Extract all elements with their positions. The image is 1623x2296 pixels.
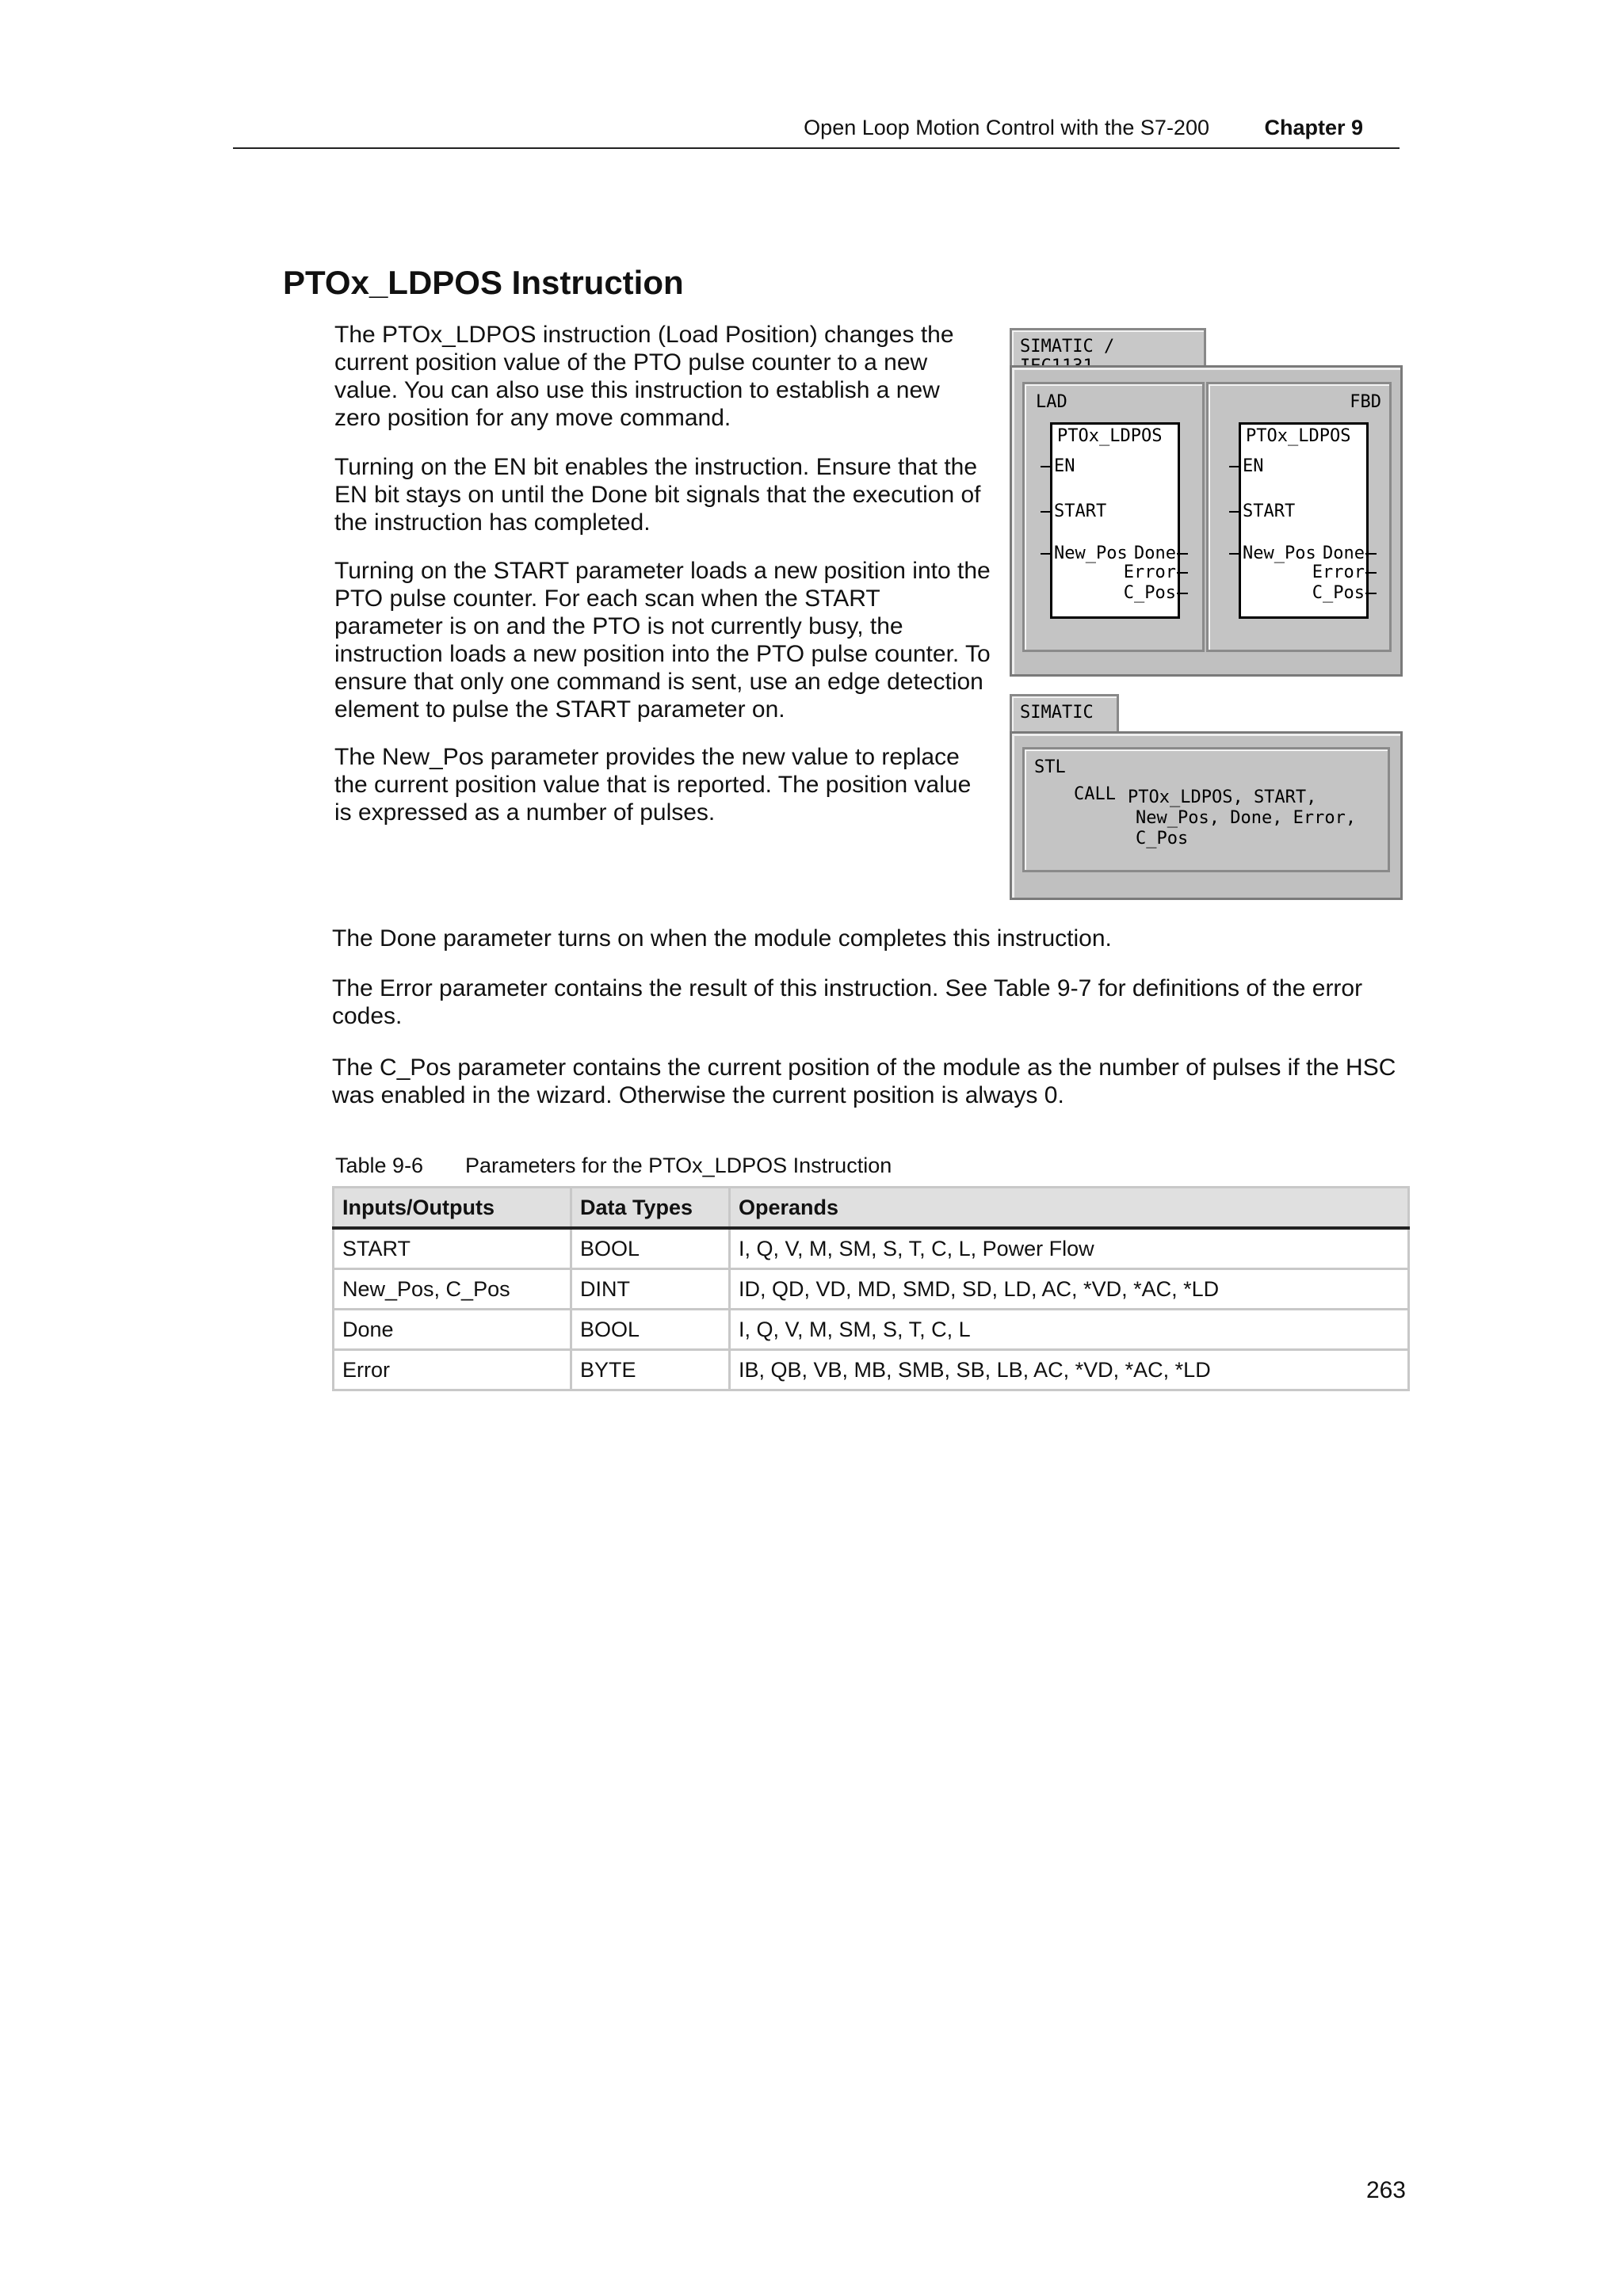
paragraph-1: The PTOx_LDPOS instruction (Load Position) changes the current position value of the PTO pulse counter to a new value. You can also use this instruction to establish a new zero position for any move command. [334,322,954,431]
fbd-block [1239,422,1369,619]
table-cell: Error [334,1350,571,1390]
lad-block-name: PTOx_LDPOS [1057,426,1163,446]
header-inputs-outputs: Inputs/Outputs [334,1188,571,1229]
fbd-start-wire [1229,511,1240,513]
paragraph-6: The Error parameter contains the result of this instruction. See Table 9-7 for definitions of the error codes. [332,975,1363,1029]
stl-line-3: C_Pos [1136,829,1189,849]
table-cell: I, Q, V, M, SM, S, T, C, L [730,1310,1409,1350]
lad-pin-start: START [1054,502,1107,521]
paragraph-3: Turning on the START parameter loads a new position into the PTO pulse counter. For each scan when the START parameter is on and the PTO is not currently busy, the instruction loads a new position into the PTO pulse counter. To ensure that only one command is sent, use an edge detection element to pulse the START parameter on. [334,558,991,723]
paragraph-4: The New_Pos parameter provides the new value to replace the current position value that is reported. The position value is expressed as a number of pulses. [334,744,972,826]
table-row [334,1310,1409,1350]
fbd-pin-start: START [1243,502,1296,521]
fbd-cpos-wire [1365,593,1377,594]
parameters-table [332,1186,1410,1391]
fbd-block-name: PTOx_LDPOS [1246,426,1351,446]
lad-label: LAD [1036,392,1067,412]
lad-pin-cpos: C_Pos [1123,583,1176,603]
chapter-label: Chapter 9 [1264,116,1363,139]
paragraph-2: Turning on the EN bit enables the instruction. Ensure that the EN bit stays on until the Done bit signals that the execution of the instruction has completed. [334,454,981,536]
lad-block [1050,422,1180,619]
stl-call: CALL [1074,784,1116,804]
stl-panel [1022,747,1390,872]
fbd-error-wire [1365,572,1377,574]
fbd-newpos-wire [1229,553,1240,555]
page-header [233,116,1400,149]
lad-pin-en: EN [1054,456,1075,476]
fbd-pin-error: Error [1312,563,1365,582]
stl-line-1: PTOx_LDPOS, START, [1128,788,1317,807]
table-cell: IB, QB, VB, MB, SMB, SB, LB, AC, *VD, *AC, *LD [730,1350,1409,1390]
lad-en-wire [1041,466,1052,467]
table-cell: BOOL [571,1228,730,1269]
lad-start-wire [1041,511,1052,513]
fbd-pin-en: EN [1243,456,1264,476]
tab-simatic: SIMATIC [1010,694,1119,738]
table-row [334,1350,1409,1390]
paragraph-5: The Done parameter turns on when the module completes this instruction. [332,925,1112,952]
table-cell: I, Q, V, M, SM, S, T, C, L, Power Flow [730,1228,1409,1269]
fbd-label: FBD [1350,392,1381,412]
fbd-en-wire [1229,466,1240,467]
table-cell: ID, QD, VD, MD, SMD, SD, LD, AC, *VD, *AC, *LD [730,1269,1409,1310]
table-cell: Done [334,1310,571,1350]
table-row [334,1269,1409,1310]
table-caption [335,1154,892,1178]
lad-error-wire [1177,572,1188,574]
table-number: Table 9-6 [335,1154,424,1177]
paragraph-7: The C_Pos parameter contains the current position of the module as the number of pulses if the HSC was enabled in the wizard. Otherwise the current position is always 0. [332,1055,1396,1108]
stl-label: STL [1034,757,1066,777]
tab-simatic-iec: SIMATIC / [1010,328,1206,372]
fbd-panel [1206,382,1392,652]
lad-newpos-wire [1041,553,1052,555]
fbd-done-wire [1365,553,1377,555]
lad-cpos-wire [1177,593,1188,594]
lad-pin-done: Done [1134,543,1176,563]
table-header-row [334,1188,1409,1229]
lad-pin-newpos: New_Pos [1054,543,1128,563]
stl-line-2: New_Pos, Done, Error, [1136,808,1357,828]
table-cell: BOOL [571,1310,730,1350]
table-cell: BYTE [571,1350,730,1390]
table-row [334,1228,1409,1269]
fbd-pin-cpos: C_Pos [1312,583,1365,603]
table-cell: DINT [571,1269,730,1310]
lad-pin-error: Error [1123,563,1176,582]
header-data-types: Data Types [571,1188,730,1229]
lad-panel [1022,382,1205,652]
fbd-pin-newpos: New_Pos [1243,543,1316,563]
table-cell: START [334,1228,571,1269]
fbd-pin-done: Done [1323,543,1365,563]
running-title: Open Loop Motion Control with the S7-200 [804,116,1209,139]
table-cell: New_Pos, C_Pos [334,1269,571,1310]
lad-done-wire [1177,553,1188,555]
page-number: 263 [1365,2177,1406,2203]
table-caption-text: Parameters for the PTOx_LDPOS Instruction [465,1154,892,1177]
header-operands: Operands [730,1188,1409,1229]
section-title: PTOx_LDPOS Instruction [283,264,684,301]
